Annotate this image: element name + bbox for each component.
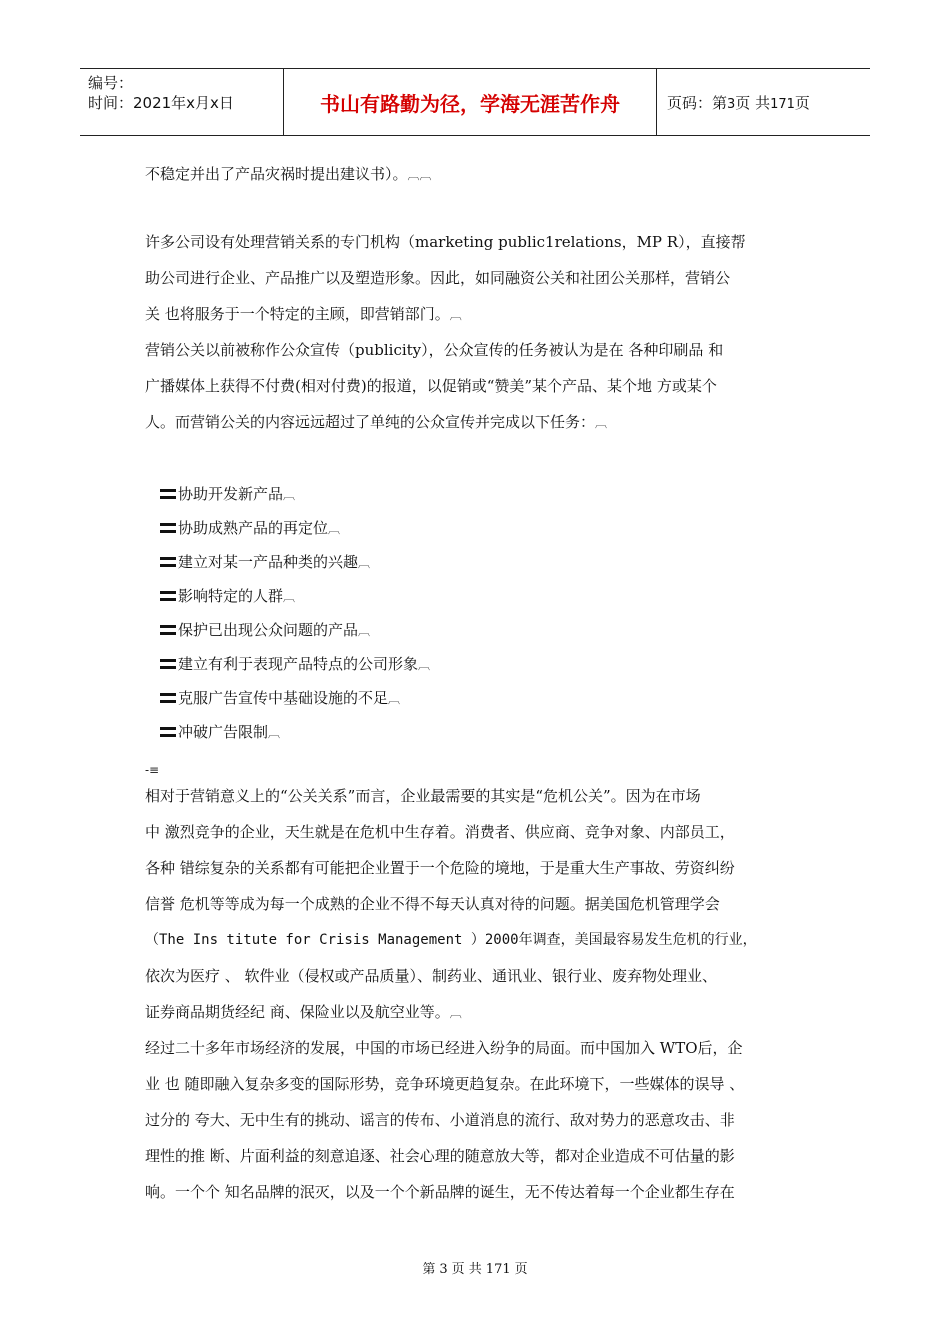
paragraph-4-line-4: 理性的推 断、片面利益的刻意追逐、社会心理的随意放大等，都对企业造成不可估量的影: [145, 1147, 735, 1165]
bullet-icon: [160, 659, 176, 669]
bullet-icon: [160, 489, 176, 499]
paragraph-4-line-3: 过分的 夸大、无中生有的挑动、谣言的传布、小道消息的流行、敌对势力的恶意攻击、非: [145, 1111, 735, 1129]
header-motto: 书山有路勤为径，学海无涯苦作舟: [284, 69, 657, 136]
bullet-icon: [160, 625, 176, 635]
bullet-icon: [160, 693, 176, 703]
paragraph-mark: ︹: [283, 488, 296, 502]
paragraph-2-line-2: 广播媒体上获得不付费(相对付费)的报道，以促销或“赞美”某个产品、某个地 方或某个: [145, 377, 717, 395]
paragraph-4-line-5: 响。一个个 知名品牌的泯灭，以及一个个新品牌的诞生，无不传达着每一个企业都生存在: [145, 1183, 735, 1201]
paragraph-1-line-3-text: 关 也将服务于一个特定的主顾，即营销部门。: [145, 305, 450, 323]
list-item: [160, 586, 430, 620]
bullet-icon: [160, 557, 176, 567]
paragraph-1-line-2: 助公司进行企业、产品推广以及塑造形象。因此，如同融资公关和社团公关那样，营销公: [145, 269, 731, 287]
paragraph-2-line-3: [145, 412, 607, 432]
paragraph-3-line-7-text: 证券商品期货经纪 商、保险业以及航空业等。: [145, 1003, 450, 1021]
paragraph-mark: ︹: [418, 658, 431, 672]
paragraph-1-line-1: 许多公司设有处理营销关系的专门机构（marketing public1relations，MP R），直接帮: [145, 233, 746, 251]
paragraph-4-line-2: 业 也 随即融入复杂多变的国际形势，竞争环境更趋复杂。在此环境下，一些媒体的误导 、: [145, 1075, 745, 1093]
footer-suffix: 页: [514, 1262, 528, 1277]
list-item-text: 影响特定的人群: [178, 587, 284, 605]
page-footer: [0, 1258, 950, 1277]
page-header: [80, 68, 870, 136]
paragraph-3-line-5: （The Ins titute for Crisis Management ）2000年调查，美国最容易发生危机的行业，: [145, 932, 757, 948]
paragraph-mark: ︹: [358, 556, 371, 570]
footer-prefix: 第: [422, 1262, 436, 1277]
bullet-icon: [160, 591, 176, 601]
paragraph-mark: ︹: [407, 168, 420, 182]
paragraph-3-line-6: 依次为医疗 、 软件业（侵权或产品质量）、制药业、通讯业、银行业、废弃物处理业、: [145, 967, 718, 985]
header-page-label: 页码：第: [667, 93, 728, 112]
list-item: [160, 552, 430, 586]
list-item-text: 协助开发新产品: [178, 485, 284, 503]
footer-page-total: 171: [485, 1262, 511, 1277]
footer-mid: 页 共: [451, 1262, 482, 1277]
doc-number-label: 编号：: [88, 74, 134, 92]
paragraph-mark: ︹: [419, 168, 432, 182]
task-list: [160, 484, 430, 756]
header-left-cell: [80, 69, 284, 136]
paragraph-1-line-3: [145, 304, 462, 324]
list-item: [160, 688, 430, 722]
list-item: [160, 654, 430, 688]
paragraph-mark: ︹: [388, 692, 401, 706]
paragraph-mark: ︹: [595, 416, 608, 430]
list-item-text: 保护已出现公众问题的产品: [178, 621, 359, 639]
paragraph-0: [145, 164, 432, 184]
paragraph-3-line-1: 相对于营销意义上的“公关关系”而言，企业最需要的其实是“危机公关”。因为在市场: [145, 787, 701, 805]
paragraph-mark: ︹: [328, 522, 341, 536]
list-item-text: 协助成熟产品的再定位: [178, 519, 329, 537]
paragraph-mark: ︹: [449, 308, 462, 322]
paragraph-3-line-7: [145, 1002, 462, 1022]
doc-date-label: 时间：2021年x月x日: [88, 94, 234, 112]
paragraph-mark: ︹: [358, 624, 371, 638]
paragraph-2-line-3-text: 人。而营销公关的内容远远超过了单纯的公众宣传并完成以下任务：: [145, 413, 596, 431]
paragraph-mark: ︹: [283, 590, 296, 604]
list-item-text: 冲破广告限制: [178, 723, 269, 741]
paragraph-2-line-1: 营销公关以前被称作公众宣传（publicity），公众宣传的任务被认为是在 各种印刷品 和: [145, 341, 724, 359]
paragraph-3-line-2: 中 激烈竞争的企业，天生就是在危机中生存着。消费者、供应商、竞争对象、内部员工，: [145, 823, 735, 841]
list-item: [160, 620, 430, 654]
header-page-info: [657, 69, 871, 136]
header-page-end: 页: [794, 93, 810, 112]
stray-symbol: -≡: [145, 763, 160, 777]
paragraph-3-line-4: 信誉 危机等等成为每一个成熟的企业不得不每天认真对待的问题。据美国危机管理学会: [145, 895, 720, 913]
list-item-text: 克服广告宣传中基础设施的不足: [178, 689, 389, 707]
paragraph-3-line-3: 各种 错综复杂的关系都有可能把企业置于一个危险的境地，于是重大生产事故、劳资纠纷: [145, 859, 735, 877]
header-page-mid: 页 共: [735, 93, 771, 112]
header-page-num: 3: [727, 96, 736, 112]
list-item: [160, 484, 430, 518]
list-item: [160, 722, 430, 756]
bullet-icon: [160, 727, 176, 737]
list-item-text: 建立有利于表现产品特点的公司形象: [178, 655, 419, 673]
paragraph-4-line-1: 经过二十多年市场经济的发展，中国的市场已经进入纷争的局面。而中国加入 WTO后，企: [145, 1039, 743, 1057]
paragraph-mark: ︹: [268, 726, 281, 740]
paragraph-0-text: 不稳定并出了产品灾祸时提出建议书）。: [145, 165, 408, 183]
footer-page-num: 3: [439, 1262, 448, 1277]
list-item-text: 建立对某一产品种类的兴趣: [178, 553, 359, 571]
header-page-total: 171: [770, 96, 795, 112]
bullet-icon: [160, 523, 176, 533]
list-item: [160, 518, 430, 552]
paragraph-mark: ︹: [449, 1006, 462, 1020]
